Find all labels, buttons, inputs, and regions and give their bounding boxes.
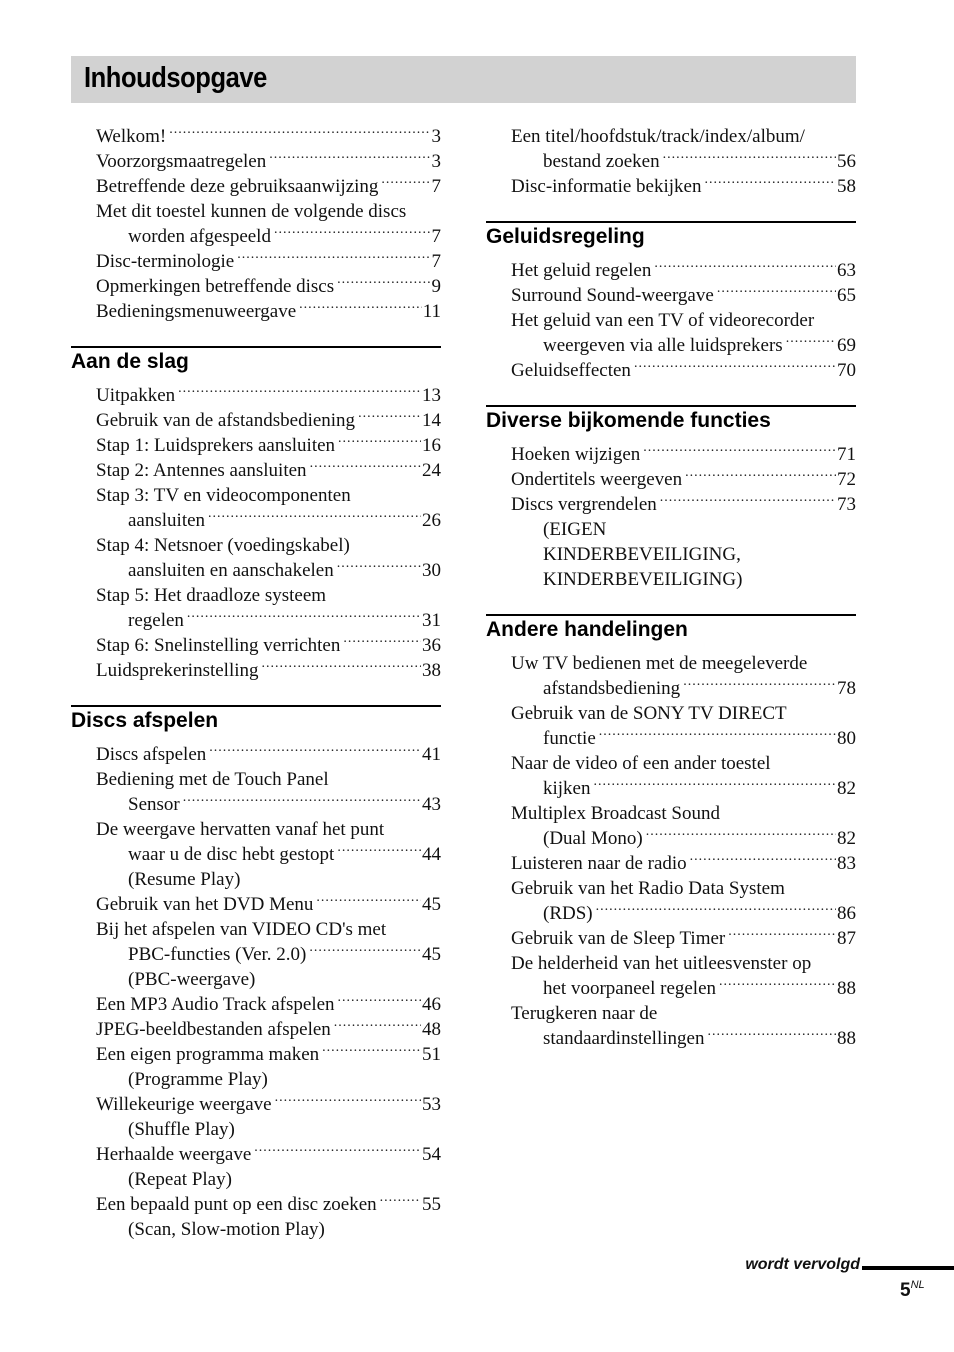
leader-dots <box>235 253 430 267</box>
leader-dots <box>335 846 421 860</box>
leader-dots <box>267 153 430 167</box>
leader-dots <box>597 730 836 744</box>
toc-entry-label: Luidsprekerinstelling <box>96 660 259 681</box>
leader-dots <box>717 980 836 994</box>
leader-dots <box>683 471 836 485</box>
toc-entry[interactable] <box>96 174 441 199</box>
leader-dots <box>167 128 430 142</box>
section-heading: Geluidsregeling <box>486 221 856 249</box>
leader-dots <box>272 228 431 242</box>
toc-entry-label: standaardinstellingen <box>543 1028 705 1049</box>
toc-page-number: 43 <box>422 794 441 815</box>
toc-entry-label: afstandsbediening <box>543 678 681 699</box>
toc-entry[interactable] <box>96 249 441 274</box>
toc-entry[interactable] <box>96 458 441 483</box>
toc-entry-label: Stap 1: Luidsprekers aansluiten <box>96 435 336 456</box>
toc-entry[interactable] <box>96 1142 441 1192</box>
toc-entry-label: Naar de video of een ander toestel <box>511 753 771 774</box>
toc-entry-note: KINDERBEVEILIGING, <box>543 544 741 565</box>
leader-dots <box>336 437 421 451</box>
toc-page-number: 38 <box>422 660 441 681</box>
toc-entry[interactable] <box>511 876 856 926</box>
toc-entry-label: Disc-informatie bekijken <box>511 176 702 197</box>
toc-entry-label: Surround Sound-weergave <box>511 285 714 306</box>
toc-page-number: 83 <box>837 853 856 874</box>
leader-dots <box>594 905 836 919</box>
toc-entry-label: Een titel/hoofdstuk/track/index/album/ <box>511 126 805 147</box>
toc-page-number: 41 <box>422 744 441 765</box>
toc-entry-label: Discs vergrendelen <box>511 494 657 515</box>
toc-entry[interactable] <box>96 992 441 1017</box>
leader-dots <box>332 1021 421 1035</box>
toc-entry[interactable] <box>511 951 856 1001</box>
toc-entry[interactable] <box>96 483 441 533</box>
toc-page-number: 3 <box>431 126 441 147</box>
toc-page-number: 45 <box>422 894 441 915</box>
leader-dots <box>320 1046 421 1060</box>
toc-page-number: 82 <box>837 778 856 799</box>
toc-page-number: 80 <box>837 728 856 749</box>
leader-dots <box>688 855 836 869</box>
leader-dots <box>336 996 421 1010</box>
toc-entry[interactable] <box>96 1192 441 1242</box>
toc-section-intro <box>486 124 856 199</box>
toc-entry-note: (Shuffle Play) <box>128 1119 235 1140</box>
toc-entry[interactable] <box>96 299 441 324</box>
toc-section-aan-de-slag <box>71 346 441 683</box>
title-bar <box>71 56 856 103</box>
toc-section-intro <box>71 124 441 324</box>
toc-entry-note: (Resume Play) <box>128 869 241 890</box>
leader-dots <box>681 680 836 694</box>
toc-page-number: 56 <box>837 151 856 172</box>
toc-entry-label: JPEG-beeldbestanden afspelen <box>96 1019 331 1040</box>
toc-entry[interactable] <box>96 533 441 583</box>
toc-page-number: 13 <box>422 385 441 406</box>
toc-page-number: 7 <box>431 176 441 197</box>
toc-entry-label: Met dit toestel kunnen de volgende discs <box>96 201 407 222</box>
continued-note: wordt vervolgd <box>745 1256 860 1273</box>
toc-entry-label: Gebruik van de Sleep Timer <box>511 928 726 949</box>
toc-entry-label: Betreffende deze gebruiksaanwijzing <box>96 176 379 197</box>
leader-dots <box>185 612 421 626</box>
toc-entry-label: Gebruik van de SONY TV DIRECT <box>511 703 787 724</box>
toc-entry[interactable] <box>511 1001 856 1051</box>
toc-entry-note: (Programme Play) <box>128 1069 268 1090</box>
toc-entry[interactable] <box>96 633 441 658</box>
toc-entry[interactable] <box>511 492 856 592</box>
toc-entry-label: Bediening met de Touch Panel <box>96 769 329 790</box>
toc-page-number: 78 <box>837 678 856 699</box>
toc-entry-label: Voorzorgsmaatregelen <box>96 151 267 172</box>
toc-entry-label: Geluidseffecten <box>511 360 631 381</box>
leader-dots <box>784 337 836 351</box>
toc-entry-label: regelen <box>128 610 184 631</box>
toc-entry-label: Gebruik van het Radio Data System <box>511 878 785 899</box>
toc-entry[interactable] <box>96 1092 441 1142</box>
toc-entry[interactable] <box>511 751 856 801</box>
toc-page-number: 63 <box>837 260 856 281</box>
toc-entry[interactable] <box>511 801 856 851</box>
toc-entry-label: PBC-functies (Ver. 2.0) <box>128 944 307 965</box>
section-heading: Andere handelingen <box>486 614 856 642</box>
toc-page-number: 87 <box>837 928 856 949</box>
toc-entry[interactable] <box>96 583 441 633</box>
toc-page-number: 31 <box>422 610 441 631</box>
toc-entry[interactable] <box>511 174 856 199</box>
leader-dots <box>658 496 836 510</box>
toc-entry-label: Het geluid regelen <box>511 260 652 281</box>
toc-page-number: 7 <box>431 251 441 272</box>
leader-dots <box>715 287 836 301</box>
toc-entry[interactable] <box>511 701 856 751</box>
toc-entry-note: (Scan, Slow-motion Play) <box>128 1219 325 1240</box>
footer-rule <box>862 1266 954 1270</box>
toc-entry-note: KINDERBEVEILIGING) <box>543 569 743 590</box>
section-heading: Aan de slag <box>71 346 441 374</box>
toc-entry-label: aansluiten <box>128 510 206 531</box>
toc-entry[interactable] <box>511 467 856 492</box>
toc-entry-note: (EIGEN <box>543 519 607 540</box>
toc-page-number: 69 <box>837 335 856 356</box>
toc-entry-label: Herhaalde weergave <box>96 1144 252 1165</box>
toc-entry-label: Gebruik van de afstandsbediening <box>96 410 356 431</box>
toc-page-number: 14 <box>422 410 441 431</box>
toc-entry-label: Bedieningsmenuweergave <box>96 301 297 322</box>
toc-section-geluidsregeling <box>486 221 856 383</box>
toc-entry[interactable] <box>96 658 441 683</box>
leader-dots <box>308 462 421 476</box>
toc-entry-label: Stap 3: TV en videocomponenten <box>96 485 351 506</box>
toc-page-number: 55 <box>422 1194 441 1215</box>
toc-page-number: 45 <box>422 944 441 965</box>
toc-entry-label: kijken <box>543 778 591 799</box>
leader-dots <box>307 946 421 960</box>
toc-entry-label: (RDS) <box>543 903 593 924</box>
toc-page-number: 46 <box>422 994 441 1015</box>
toc-entry[interactable] <box>96 433 441 458</box>
toc-page-number: 65 <box>837 285 856 306</box>
page-title: Inhoudsopgave <box>84 62 267 94</box>
toc-page-number: 72 <box>837 469 856 490</box>
toc-entry[interactable] <box>511 124 856 174</box>
toc-page-number: 54 <box>422 1144 441 1165</box>
toc-entry-label: De helderheid van het uitleesvenster op <box>511 953 812 974</box>
toc-entry-label: Bij het afspelen van VIDEO CD's met <box>96 919 387 940</box>
toc-page-number: 53 <box>422 1094 441 1115</box>
toc-page-number: 3 <box>431 151 441 172</box>
toc-page-number: 36 <box>422 635 441 656</box>
toc-entry-label: Stap 2: Antennes aansluiten <box>96 460 307 481</box>
toc-entry-label: Uitpakken <box>96 385 176 406</box>
toc-entry-label: aansluiten en aanschakelen <box>128 560 334 581</box>
toc-entry-label: Een eigen programma maken <box>96 1044 320 1065</box>
toc-entry-label: Het geluid van een TV of videorecorder <box>511 310 815 331</box>
leader-dots <box>652 262 836 276</box>
leader-dots <box>297 303 422 317</box>
leader-dots <box>252 1146 421 1160</box>
toc-page-number: 70 <box>837 360 856 381</box>
toc-entry-label: Discs afspelen <box>96 744 207 765</box>
toc-entry-label: Disc-terminologie <box>96 251 235 272</box>
toc-column-right <box>486 124 856 1073</box>
leader-dots <box>702 178 836 192</box>
toc-page-number: 48 <box>422 1019 441 1040</box>
toc-entry-label: Luisteren naar de radio <box>511 853 687 874</box>
toc-entry[interactable] <box>511 926 856 951</box>
toc-entry-label: Gebruik van het DVD Menu <box>96 894 314 915</box>
toc-entry[interactable] <box>511 651 856 701</box>
leader-dots <box>335 278 430 292</box>
leader-dots <box>335 562 421 576</box>
toc-entry[interactable] <box>511 258 856 283</box>
toc-page-number: 9 <box>431 276 441 297</box>
toc-page-number: 58 <box>837 176 856 197</box>
leader-dots <box>341 637 421 651</box>
toc-entry[interactable] <box>511 851 856 876</box>
toc-entry[interactable] <box>96 149 441 174</box>
toc-entry-label: waar u de disc hebt gestopt <box>128 844 335 865</box>
toc-entry-label: Uw TV bedienen met de meegeleverde <box>511 653 808 674</box>
toc-entry-label: Welkom! <box>96 126 167 147</box>
toc-entry[interactable] <box>96 1017 441 1042</box>
page-number: $5^{NL}$ <box>900 1279 925 1301</box>
toc-page-number: 24 <box>422 460 441 481</box>
toc-page-number: 82 <box>837 828 856 849</box>
toc-entry[interactable] <box>96 917 441 992</box>
toc-entry-label: worden afgespeeld <box>128 226 271 247</box>
toc-page-number: 16 <box>422 435 441 456</box>
leader-dots <box>592 780 837 794</box>
toc-page-number: 86 <box>837 903 856 924</box>
leader-dots <box>206 512 421 526</box>
toc-entry-label: Willekeurige weergave <box>96 1094 272 1115</box>
toc-entry-label: Stap 5: Het draadloze systeem <box>96 585 327 606</box>
page-suffix: NL <box>910 1279 925 1291</box>
leader-dots <box>314 896 421 910</box>
toc-entry[interactable] <box>96 408 441 433</box>
toc-entry-label: Een bepaald punt op een disc zoeken <box>96 1194 377 1215</box>
toc-entry-label: Hoeken wijzigen <box>511 444 641 465</box>
leader-dots <box>378 1196 421 1210</box>
toc-entry[interactable] <box>96 124 441 149</box>
leader-dots <box>705 1030 836 1044</box>
leader-dots <box>356 412 421 426</box>
toc-entry[interactable] <box>511 283 856 308</box>
toc-section-discs-afspelen <box>71 705 441 1242</box>
toc-page-number: 30 <box>422 560 441 581</box>
toc-page-number: 88 <box>837 1028 856 1049</box>
leader-dots <box>641 446 836 460</box>
section-heading: Discs afspelen <box>71 705 441 733</box>
toc-section-andere-handelingen <box>486 614 856 1051</box>
toc-page-number: 71 <box>837 444 856 465</box>
toc-entry-label: Multiplex Broadcast Sound <box>511 803 720 824</box>
toc-entry-label: weergeven via alle luidsprekers <box>543 335 783 356</box>
leader-dots <box>176 387 421 401</box>
toc-entry[interactable] <box>96 742 441 767</box>
leader-dots <box>726 930 836 944</box>
toc-entry[interactable] <box>96 892 441 917</box>
toc-entry[interactable] <box>511 358 856 383</box>
toc-entry-note: (PBC-weergave) <box>128 969 256 990</box>
toc-page-number: 11 <box>422 301 441 322</box>
toc-entry-label: (Dual Mono) <box>543 828 643 849</box>
toc-page-number: 73 <box>837 494 856 515</box>
toc-entry[interactable] <box>96 383 441 408</box>
toc-entry[interactable] <box>96 817 441 892</box>
toc-page-number: 51 <box>422 1044 441 1065</box>
toc-entry-label: bestand zoeken <box>543 151 660 172</box>
toc-entry[interactable] <box>96 1042 441 1092</box>
leader-dots <box>181 796 421 810</box>
leader-dots <box>260 662 421 676</box>
toc-page-number: 88 <box>837 978 856 999</box>
toc-entry-label: Stap 6: Snelinstelling verrichten <box>96 635 341 656</box>
toc-entry[interactable] <box>96 274 441 299</box>
leader-dots <box>379 178 430 192</box>
toc-entry-label: Sensor <box>128 794 180 815</box>
leader-dots <box>632 362 836 376</box>
toc-entry[interactable] <box>96 199 441 249</box>
toc-section-diverse-bijkomende-functies <box>486 405 856 592</box>
toc-entry-note: (Repeat Play) <box>128 1169 232 1190</box>
toc-entry-label: Terugkeren naar de <box>511 1003 658 1024</box>
toc-entry-label: Opmerkingen betreffende discs <box>96 276 335 297</box>
toc-column-left <box>71 124 441 1264</box>
leader-dots <box>644 830 836 844</box>
toc-entry-label: het voorpaneel regelen <box>543 978 717 999</box>
toc-entry-label: functie <box>543 728 596 749</box>
leader-dots <box>273 1096 421 1110</box>
toc-entry-label: Ondertitels weergeven <box>511 469 683 490</box>
toc-page-number: 26 <box>422 510 441 531</box>
leader-dots <box>661 153 836 167</box>
toc-entry-label: De weergave hervatten vanaf het punt <box>96 819 385 840</box>
toc-entry[interactable] <box>96 767 441 817</box>
section-heading: Diverse bijkomende functies <box>486 405 856 433</box>
toc-page-number: 7 <box>431 226 441 247</box>
toc-entry-label: Een MP3 Audio Track afspelen <box>96 994 335 1015</box>
toc-page-number: 44 <box>422 844 441 865</box>
toc-entry[interactable] <box>511 308 856 358</box>
toc-entry[interactable] <box>511 442 856 467</box>
toc-entry-label: Stap 4: Netsnoer (voedingskabel) <box>96 535 350 556</box>
leader-dots <box>207 746 421 760</box>
